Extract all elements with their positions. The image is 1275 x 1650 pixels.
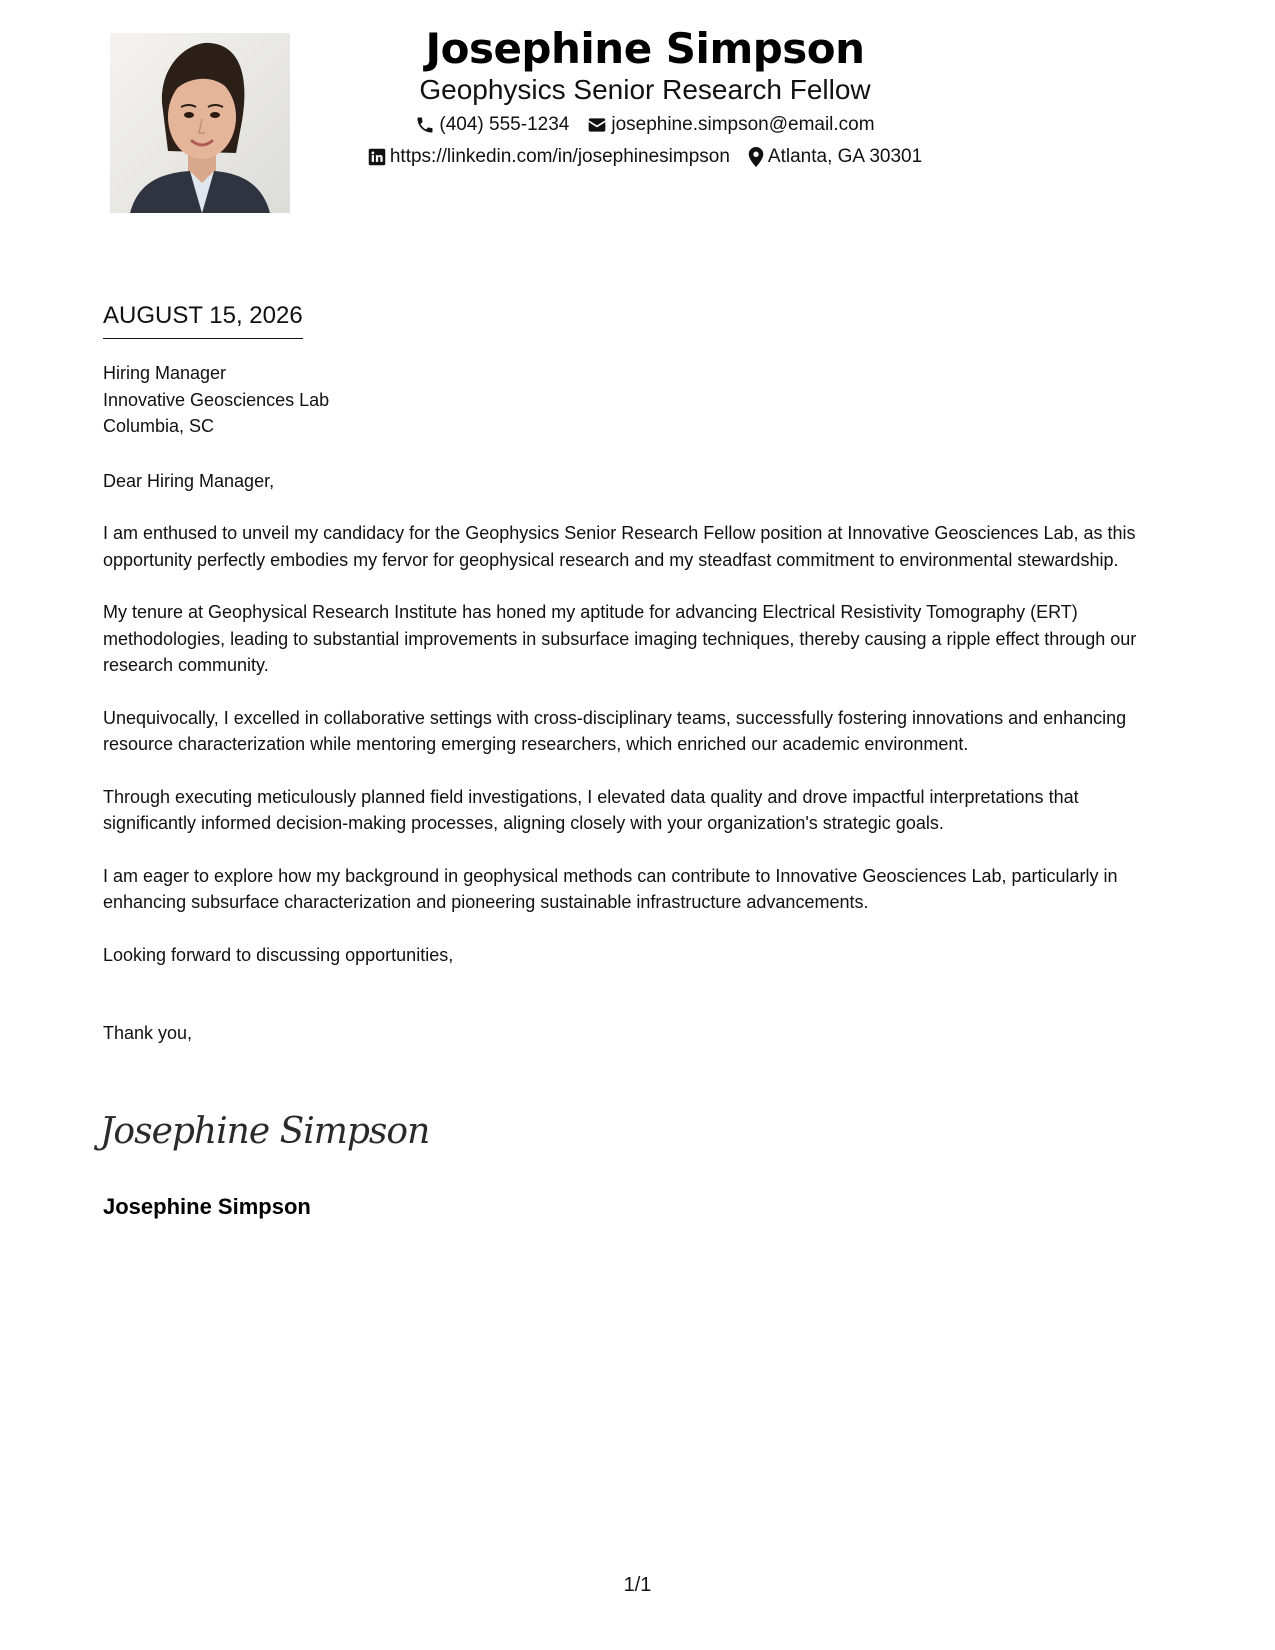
contact-phone xyxy=(415,112,569,138)
thanks-line: Thank you, xyxy=(103,1023,193,1043)
linkedin-icon xyxy=(368,148,386,166)
recipient-line: Innovative Geosciences Lab xyxy=(103,389,330,410)
signature-script: Josephine Simpson xyxy=(100,1111,430,1152)
phone-icon xyxy=(415,115,435,135)
handwritten-signature xyxy=(100,1104,430,1160)
contact-row-primary xyxy=(280,112,1010,138)
envelope-icon xyxy=(587,115,607,135)
letter-date: AUGUST 15, 2026 xyxy=(103,300,303,339)
profile-photo-image xyxy=(110,33,290,213)
map-marker-icon xyxy=(748,147,764,167)
phone-text: (404) 555-1234 xyxy=(439,114,570,135)
body-paragraph: Unequivocally, I excelled in collaborative settings with cross-disciplinary teams, successfully fostering innovations and enhancing resource characterization while mentoring emerging researchers, which enriched our academic environment. xyxy=(103,707,1127,754)
body-paragraph: Through executing meticulously planned field investigations, I elevated data quality and drove impactful interpretations that significantly informed decision-making processes, aligning closely with your organization's strategic goals. xyxy=(103,786,1079,833)
salutation: Dear Hiring Manager, xyxy=(103,470,275,491)
profile-photo xyxy=(110,33,290,213)
body-paragraph: I am enthused to unveil my candidacy for the Geophysics Senior Research Fellow position at Innovative Geosciences Lab, as this opportunity perfectly embodies my fervor for geophysical research and my steadfast commitment to environmental stewardship. xyxy=(103,523,1136,570)
contact-linkedin[interactable] xyxy=(368,144,730,170)
closing-line: Looking forward to discussing opportunities, xyxy=(103,944,454,965)
linkedin-text[interactable]: https://linkedin.com/in/josephinesimpson xyxy=(389,146,730,167)
recipient-line: Columbia, SC xyxy=(103,416,215,436)
contact-row-secondary xyxy=(280,144,1010,170)
recipient-block xyxy=(103,360,1173,440)
letter-body xyxy=(103,360,1173,1047)
recipient-line: Hiring Manager xyxy=(103,363,227,383)
email-text[interactable]: josephine.simpson@email.com xyxy=(611,114,875,135)
signed-name: Josephine Simpson xyxy=(103,1194,311,1219)
contact-location xyxy=(748,144,922,170)
candidate-name: Josephine Simpson xyxy=(425,24,865,73)
page-number: 1/1 xyxy=(623,1574,652,1596)
candidate-title: Geophysics Senior Research Fellow xyxy=(419,74,871,105)
location-text: Atlanta, GA 30301 xyxy=(767,146,923,167)
contact-email[interactable] xyxy=(587,112,874,138)
body-paragraph: My tenure at Geophysical Research Institute has honed my aptitude for advancing Electrical Resistivity Tomography (ERT) methodologies, leading to substantial improvements in subsurface imaging techniques, thereby causing a ripple effect through our research community. xyxy=(103,602,1137,675)
body-paragraph: I am eager to explore how my background in geophysical methods can contribute to Innovative Geosciences Lab, particularly in enhancing subsurface characterization and pioneering sustainable infrastructure advancements. xyxy=(103,865,1118,912)
